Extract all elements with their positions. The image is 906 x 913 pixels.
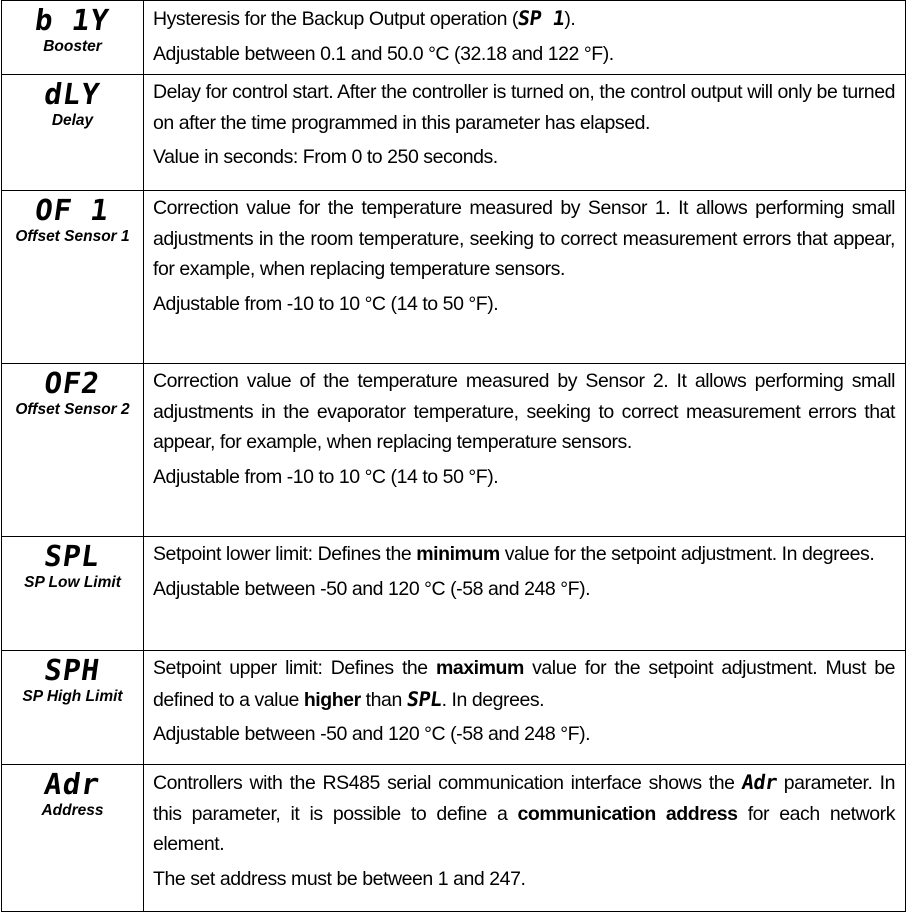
table-row [2, 364, 906, 537]
parameter-code: SPL [42, 539, 103, 573]
parameter-description-cell [144, 191, 906, 364]
table-row [2, 1, 906, 75]
description-text: Setpoint upper limit: Defines the maximum value for the setpoint adjustment. Must be defined to a value higher than SPL. In degrees. [144, 651, 905, 715]
parameter-key-cell [2, 191, 144, 364]
parameter-label: Booster [43, 38, 102, 55]
parameter-label: SP High Limit [22, 688, 123, 705]
table-row [2, 191, 906, 364]
range-text: Adjustable from -10 to 10 °C (14 to 50 °F). [153, 465, 499, 488]
description-text: Delay for control start. After the controller is turned on, the control output will only be turned on after the time programmed in this parameter has elapsed. [153, 81, 895, 134]
parameter-label: Offset Sensor 2 [15, 401, 130, 418]
description-text: Correction value for the temperature measured by Sensor 1. It allows performing small adjustments in the room temperature, seeking to correct measurement errors that appear, for example, when replacing temperature sensors. [153, 197, 895, 280]
parameter-table [1, 0, 906, 912]
parameter-label: Address [41, 802, 104, 819]
range-text: Adjustable between -50 and 120 °C (-58 and 248 °F). [153, 577, 591, 600]
description-text: Controllers with the RS485 serial communication interface shows the Adr parameter. In this parameter, it is possible to define a communication address for each network element. [144, 765, 905, 860]
emphasis-text: maximum [435, 657, 524, 679]
inline-parameter-code: Adr [740, 770, 779, 794]
description-text: Correction value of the temperature measured by Sensor 2. It allows performing small adjustments in the evaporator temperature, seeking to correct measurement errors that appear, for example, when replacing temperature sensors. [153, 370, 895, 453]
parameter-label: Delay [51, 112, 94, 129]
parameter-code: b 1Y [32, 3, 112, 37]
parameter-key-cell [2, 651, 144, 765]
parameter-key-cell [2, 537, 144, 651]
parameter-key-cell [2, 75, 144, 191]
parameter-code: OF 1 [32, 193, 112, 227]
inline-parameter-code: SPL [405, 686, 444, 711]
parameter-code: SPH [42, 653, 103, 687]
table-row [2, 651, 906, 765]
range-text: Adjustable between -50 and 120 °C (-58 and 248 °F). [153, 723, 591, 745]
table-row [2, 75, 906, 191]
parameter-label: Offset Sensor 1 [15, 228, 130, 245]
parameter-description-cell [144, 765, 906, 912]
parameter-description-cell [144, 1, 906, 75]
parameter-key-cell [2, 1, 144, 75]
emphasis-text: higher [303, 688, 361, 711]
parameter-code: dLY [42, 77, 103, 111]
parameter-code: Adr [42, 767, 103, 801]
parameter-code: OF2 [42, 366, 103, 400]
parameter-description-cell [144, 651, 906, 765]
range-text: Adjustable from -10 to 10 °C (14 to 50 °F). [153, 292, 499, 315]
parameter-key-cell [2, 765, 144, 912]
range-text: The set address must be between 1 and 247. [153, 867, 526, 890]
range-text: Adjustable between 0.1 and 50.0 °C (32.18 and 122 °F). [153, 42, 614, 65]
table-row [2, 765, 906, 912]
emphasis-text: minimum [416, 543, 500, 565]
emphasis-text: communication address [517, 802, 738, 825]
range-text: Value in seconds: From 0 to 250 seconds. [153, 146, 498, 168]
description-text: Hysteresis for the Backup Output operation (SP 1). [144, 1, 905, 35]
inline-parameter-code: SP 1 [516, 6, 567, 30]
description-text: Setpoint lower limit: Defines the minimum value for the setpoint adjustment. In degrees. [153, 543, 875, 565]
parameter-description-cell [144, 537, 906, 651]
parameter-label: SP Low Limit [24, 574, 121, 591]
parameter-description-cell [144, 364, 906, 537]
table-row [2, 537, 906, 651]
parameter-key-cell [2, 364, 144, 537]
parameter-description-cell [144, 75, 906, 191]
